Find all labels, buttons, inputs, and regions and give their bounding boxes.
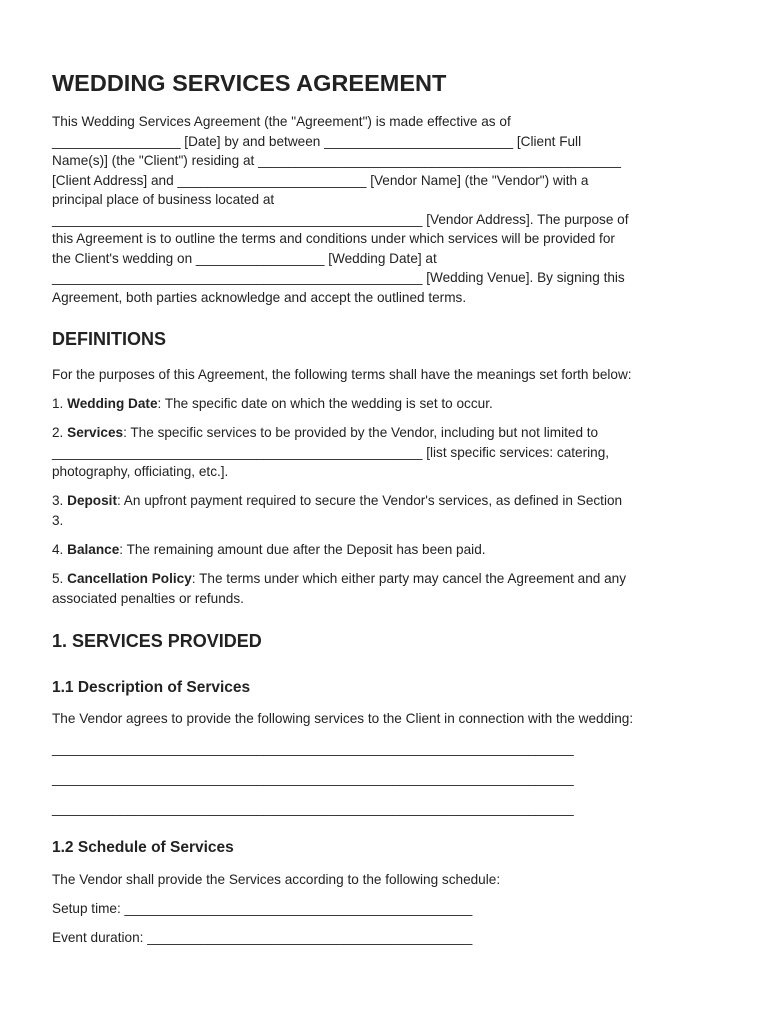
- intro-line: _________________________________________________ [Vendor Address]. The purpose of: [52, 211, 629, 227]
- definition-text: _________________________________________________ [list specific services: catering,: [52, 444, 610, 460]
- definition-text: : The terms under which either party may cancel the Agreement and any: [191, 571, 627, 586]
- definition-term: Wedding Date: [67, 396, 158, 411]
- intro-line: Agreement, both parties acknowledge and accept the outlined terms.: [52, 289, 467, 305]
- description-text: The Vendor agrees to provide the following services to the Client in connection with the wedding:: [52, 711, 634, 726]
- definition-number: 2.: [52, 425, 68, 440]
- definition-number: 5.: [52, 571, 68, 586]
- definition-text: : An upfront payment required to secure the Vendor's services, as defined in Section: [116, 493, 623, 508]
- blank-line: _____________________________________________________________________: [52, 741, 574, 756]
- document-title: WEDDING SERVICES AGREEMENT: [52, 70, 447, 96]
- intro-line: Name(s)] (the "Client") residing at ________________________________________________: [52, 153, 621, 168]
- definition-text: : The specific services to be provided by the Vendor, including but not limited to: [123, 425, 599, 440]
- definition-item: [52, 491, 622, 511]
- definition-text: : The remaining amount due after the Deposit has been paid.: [119, 542, 486, 557]
- intro-line: this Agreement is to outline the terms and conditions under which services will be provided for: [52, 231, 615, 246]
- definition-text: 3.: [52, 512, 64, 528]
- intro-line: the Client's wedding on _________________ [Wedding Date] at: [52, 250, 437, 266]
- definition-number: 3.: [52, 493, 68, 508]
- description-heading: 1.1 Description of Services: [52, 679, 251, 696]
- definition-text: associated penalties or refunds.: [52, 590, 244, 606]
- definition-item: [52, 394, 493, 414]
- intro-line: [Client Address] and _________________________ [Vendor Name] (the "Vendor") with a: [52, 172, 589, 188]
- definition-item: [52, 540, 486, 560]
- definition-number: 1.: [52, 396, 68, 411]
- blank-line: _____________________________________________________________________: [52, 801, 574, 816]
- definition-text: photography, officiating, etc.].: [52, 464, 229, 479]
- definition-item: [52, 569, 626, 589]
- definition-item: [52, 423, 598, 443]
- definitions-intro: For the purposes of this Agreement, the following terms shall have the meanings set forth below:: [52, 367, 632, 382]
- definition-number: 4.: [52, 542, 68, 557]
- blank-line: _____________________________________________________________________: [52, 771, 574, 786]
- definition-term: Deposit: [67, 493, 117, 508]
- definitions-heading: DEFINITIONS: [52, 329, 167, 349]
- event-duration-field: Event duration: ___________________________________________: [52, 930, 473, 945]
- definition-term: Balance: [67, 542, 120, 557]
- setup-time-field: Setup time: ______________________________________________: [52, 901, 473, 916]
- schedule-heading: 1.2 Schedule of Services: [52, 839, 234, 856]
- intro-line: _________________________________________________ [Wedding Venue]. By signing this: [52, 270, 625, 285]
- definition-text: : The specific date on which the wedding is set to occur.: [157, 396, 493, 411]
- definition-term: Cancellation Policy: [67, 571, 192, 586]
- intro-line: principal place of business located at: [52, 192, 275, 207]
- intro-line: This Wedding Services Agreement (the "Agreement") is made effective as of: [52, 114, 511, 129]
- services-heading: 1. SERVICES PROVIDED: [52, 631, 262, 651]
- schedule-text: The Vendor shall provide the Services according to the following schedule:: [52, 872, 501, 887]
- intro-line: _________________ [Date] by and between _________________________ [Client Full: [52, 133, 582, 149]
- definition-term: Services: [67, 425, 124, 440]
